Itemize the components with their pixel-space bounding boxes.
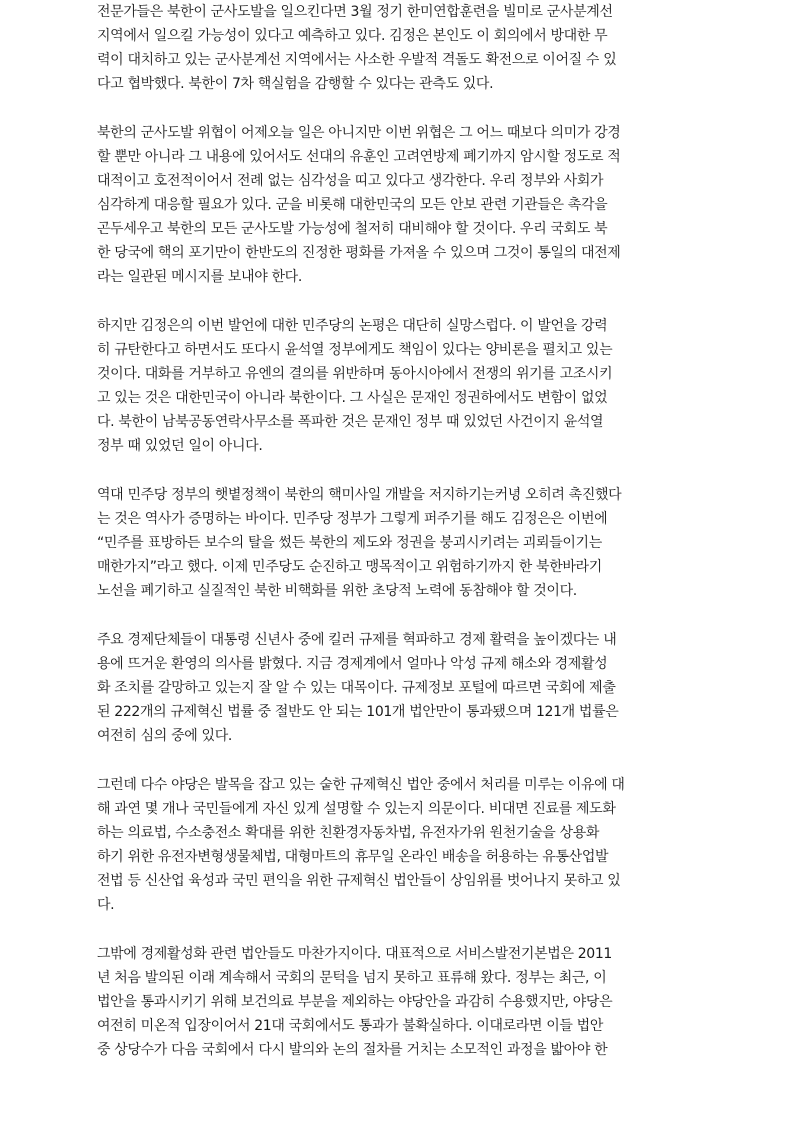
paragraph	[97, 314, 697, 458]
text-line: 해 과연 몇 개나 국민들에게 자신 있게 설명할 수 있는지 의문이다. 비대면 진료를 제도화	[97, 801, 616, 817]
text-line: 그밖에 경제활성화 관련 법안들도 마찬가지이다. 대표적으로 서비스발전기본법은 2011	[97, 946, 612, 962]
text-line: 력이 대치하고 있는 군사분계선 지역에서는 사소한 우발적 격돌도 확전으로 이어질 수 있	[97, 52, 617, 68]
text-line: 정부 때 있었던 일이 아니다.	[97, 438, 263, 454]
text-line: 역대 민주당 정부의 햇볕정책이 북한의 핵미사일 개발을 저지하기는커녕 오히려 촉진했다	[97, 487, 622, 503]
text-line: 할 뿐만 아니라 그 내용에 있어서도 선대의 유훈인 고려연방제 폐기까지 암시할 정도로 적	[97, 149, 621, 165]
paragraph	[97, 628, 697, 748]
paragraph	[97, 942, 697, 1062]
text-line: 히 규탄한다고 하면서도 또다시 윤석열 정부에게도 책임이 있다는 양비론을 펼치고 있는	[97, 342, 613, 358]
text-line: 는 것은 역사가 증명하는 바이다. 민주당 정부가 그렇게 퍼주기를 해도 김정은은 이번에	[97, 511, 608, 527]
text-line: 한 당국에 핵의 포기만이 한반도의 진정한 평화를 가져올 수 있으며 그것이 통일의 대전제	[97, 245, 621, 261]
text-line: 하기 위한 유전자변형생물체법, 대형마트의 휴무일 온라인 배송을 허용하는 유통산업발	[97, 849, 609, 865]
text-line: 주요 경제단체들이 대통령 신년사 중에 킬러 규제를 혁파하고 경제 활력을 높이겠다는 내	[97, 632, 617, 648]
text-line: 매한가지”라고 했다. 이제 민주당도 순진하고 맹목적이고 위험하기까지 한 북한바라기	[97, 559, 602, 575]
text-line: 중 상당수가 다음 국회에서 다시 발의와 논의 절차를 거치는 소모적인 과정을 밟아야 한	[97, 1042, 608, 1058]
text-line: 여전히 미온적 입장이어서 21대 국회에서도 통과가 불확실하다. 이대로라면 이들 법안	[97, 1018, 604, 1034]
text-line: 곤두세우고 북한의 모든 군사도발 가능성에 철저히 대비해야 할 것이다. 우리 국회도 북	[97, 221, 608, 237]
text-line: 다.	[97, 897, 115, 913]
text-line: 노선을 폐기하고 실질적인 북한 비핵화를 위한 초당적 노력에 동참해야 할 것이다.	[97, 583, 577, 599]
text-line: 화 조치를 갈망하고 있는지 잘 알 수 있는 대목이다. 규제정보 포털에 따르면 국회에 제출	[97, 680, 616, 696]
text-line: 다. 북한이 남북공동연락사무소를 폭파한 것은 문재인 정부 때 있었던 사건이지 윤석열	[97, 414, 604, 430]
text-line: 된 222개의 규제혁신 법률 중 절반도 안 되는 101개 법안만이 통과됐으며 121개 법률은	[97, 704, 619, 720]
text-line: 고 있는 것은 대한민국이 아니라 북한이다. 그 사실은 문재인 정권하에서도 변함이 없었	[97, 390, 608, 406]
text-line: 지역에서 일으킬 가능성이 있다고 예측하고 있다. 김정은 본인도 이 회의에서 방대한 무	[97, 28, 608, 44]
text-line: 전법 등 신산업 육성과 국민 편익을 위한 규제혁신 법안들이 상임위를 벗어나지 못하고 있	[97, 873, 621, 889]
paragraph	[97, 121, 697, 289]
text-line: 하는 의료법, 수소충전소 확대를 위한 친환경자동차법, 유전자가위 원천기술을 상용화	[97, 825, 600, 841]
text-line: 심각하게 대응할 필요가 있다. 군을 비롯해 대한민국의 모든 안보 관련 기관들은 촉각을	[97, 197, 608, 213]
text-line: 북한의 군사도발 위협이 어제오늘 일은 아니지만 이번 위협은 그 어느 때보다 의미가 강경	[97, 125, 621, 141]
text-line: 것이다. 대화를 거부하고 유엔의 결의를 위반하며 동아시아에서 전쟁의 위기를 고조시키	[97, 366, 613, 382]
text-line: 대적이고 호전적이어서 전례 없는 심각성을 띠고 있다고 생각한다. 우리 정부와 사회가	[97, 173, 604, 189]
text-line: 여전히 심의 중에 있다.	[97, 728, 232, 744]
article-body	[97, 0, 697, 1087]
paragraph	[97, 483, 697, 603]
text-line: 라는 일관된 메시지를 보내야 한다.	[97, 269, 302, 285]
text-line: 용에 뜨거운 환영의 의사를 밝혔다. 지금 경제계에서 얼마나 악성 규제 해소와 경제활성	[97, 656, 608, 672]
text-line: 그런데 다수 야당은 발목을 잡고 있는 숱한 규제혁신 법안 중에서 처리를 미루는 이유에 대	[97, 777, 625, 793]
paragraph	[97, 0, 697, 96]
text-line: “민주를 표방하든 보수의 탈을 썼든 북한의 제도와 정권을 붕괴시키려는 괴뢰들이기는	[97, 535, 602, 551]
paragraph	[97, 773, 697, 917]
text-line: 년 처음 발의된 이래 계속해서 국회의 문턱을 넘지 못하고 표류해 왔다. 정부는 최근, 이	[97, 970, 607, 986]
text-line: 법안을 통과시키기 위해 보건의료 부분을 제외하는 야당안을 과감히 수용했지만, 야당은	[97, 994, 613, 1010]
text-line: 전문가들은 북한이 군사도발을 일으킨다면 3월 정기 한미연합훈련을 빌미로 군사분계선	[97, 4, 613, 20]
text-line: 하지만 김정은의 이번 발언에 대한 민주당의 논평은 대단히 실망스럽다. 이 발언을 강력	[97, 318, 608, 334]
text-line: 다고 협박했다. 북한이 7차 핵실험을 감행할 수 있다는 관측도 있다.	[97, 76, 494, 92]
